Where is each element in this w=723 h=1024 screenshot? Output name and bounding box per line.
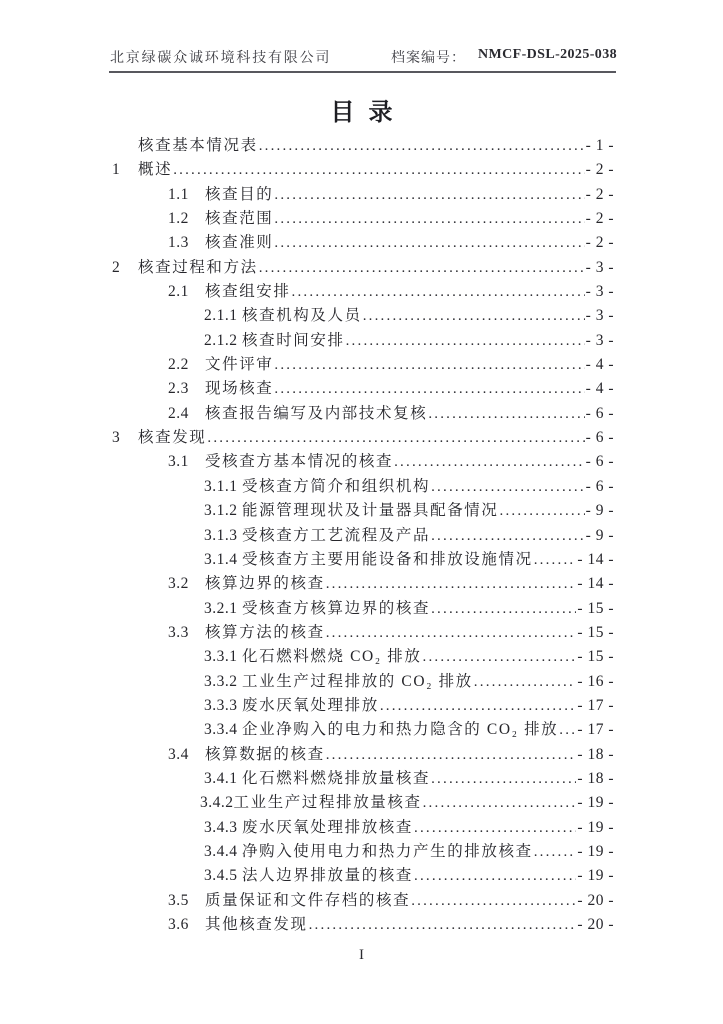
toc-entry-number: 2.1.2 [204,331,238,349]
toc-dot-leader [414,819,576,837]
toc-row [112,693,614,717]
toc-row [112,206,614,230]
toc-entry-number: 2 [112,258,121,276]
toc-dot-leader [326,575,577,593]
toc-entry-number: 3.4.5 [204,867,238,885]
toc-page-number: - 3 - [585,258,614,276]
toc-entry-number: 2.3 [168,380,189,398]
toc-page-number: - 18 - [577,769,614,787]
toc-entry-number: 3.4.2 [200,794,234,812]
toc-entry-number: 3.3.1 [204,648,238,666]
toc-entry-title: 受核查方简介和组织机构 [242,477,431,495]
toc-entry-title: 核查报告编写及内部技术复核 [205,404,428,422]
toc-entry-number: 2.4 [168,404,189,422]
toc-entry-title: 法人边界排放量的核查 [242,867,414,885]
toc-entry-title: 核查过程和方法 [138,258,258,276]
toc-entry-title: 受核查方基本情况的核查 [205,453,394,471]
toc-row [112,230,614,254]
toc-page-number: - 19 - [577,842,614,860]
archive-number-value: NMCF-DSL-2025-038 [477,47,617,62]
toc-dot-leader [274,380,584,398]
toc-dot-leader [559,721,576,739]
toc-entry-number: 3.2 [168,575,189,593]
toc-page-number: - 1 - [585,137,614,154]
toc-dot-leader [363,307,585,325]
toc-row [112,157,614,181]
toc-row [112,352,614,376]
toc-page-number: - 9 - [585,526,614,544]
toc-entry-number: 1.2 [168,210,189,228]
toc-page-number: - 16 - [577,672,614,690]
toc-dot-leader [380,697,577,715]
toc-entry-number: 3.4 [168,745,189,763]
toc-dot-leader [346,332,585,350]
toc-page-number: - 14 - [577,550,614,568]
toc-entry-title: 核查机构及人员 [242,307,362,325]
toc-entry-title: 受核查方工艺流程及产品 [242,526,431,544]
toc-row [112,888,614,912]
toc-entry-number: 1 [112,161,121,179]
toc-entry-number: 3.4.4 [204,842,238,860]
toc-page-number: - 15 - [577,648,614,666]
page-header [110,47,617,74]
toc-row [112,328,614,352]
toc-page-number: - 9 - [585,502,614,520]
toc-page-number: - 17 - [577,721,614,739]
toc-entry-title: 核查发现 [138,429,207,447]
toc-entry-title: 核查基本情况表 [138,137,258,154]
toc-row [112,644,614,668]
toc-page-number: - 2 - [585,161,614,179]
toc-dot-leader [423,648,577,666]
toc-page-number: - 6 - [585,477,614,495]
toc-page-number: - 19 - [577,794,614,812]
toc-row [112,547,614,571]
toc-entry-number: 2.1.1 [204,307,238,325]
toc-entry-title: 化石燃料燃烧 CO₂ 排放 [242,648,422,666]
toc-entry-title: 净购入使用电力和热力产生的排放核查 [242,842,533,860]
toc-entry-title: 现场核查 [205,380,274,398]
toc-page-number: - 2 - [585,210,614,228]
toc-row [112,742,614,766]
toc-page-number: - 15 - [577,623,614,641]
toc-entry-number: 3.1.4 [204,550,238,568]
toc-dot-leader [500,502,585,520]
toc-entry-number: 3.1.3 [204,526,238,544]
toc-row [112,449,614,473]
toc-row [112,571,614,595]
toc-page-number: - 6 - [585,404,614,422]
toc-entry-title: 核查组安排 [205,283,291,301]
toc-entry-number: 3 [112,429,121,447]
toc-entry-number: 3.4.1 [204,769,238,787]
toc-row [112,401,614,425]
toc-row [112,839,614,863]
toc-entry-number: 3.3.3 [204,696,238,714]
toc-entry-number: 3.1.2 [204,502,238,520]
toc-dot-leader [274,210,584,228]
toc-row [112,790,614,814]
archive-number-group [391,47,617,67]
toc-entry-title: 核查目的 [205,185,274,203]
toc-entry-number: 3.3 [168,623,189,641]
toc-dot-leader [431,527,585,545]
page-title: 目录 [330,100,407,126]
toc-dot-leader [423,794,577,812]
toc-dot-leader [207,429,584,447]
toc-dot-leader [259,259,585,277]
toc-row [112,523,614,547]
toc-dot-leader [414,867,576,885]
toc-row [112,425,614,449]
toc-entry-title: 质量保证和文件存档的核查 [205,891,411,909]
toc-page-number: - 20 - [577,916,614,933]
toc-page-number: - 19 - [577,867,614,885]
toc-entry-number: 3.1 [168,453,189,471]
toc-page-number: - 2 - [585,185,614,203]
toc-dot-leader [431,600,576,618]
toc-row [112,912,614,936]
toc-dot-leader [326,624,577,642]
toc-page-number: - 2 - [585,234,614,252]
toc-dot-leader [428,405,584,423]
toc-page-number: - 3 - [585,307,614,325]
toc-dot-leader [274,234,584,252]
toc-dot-leader [259,137,585,155]
toc-row [112,669,614,693]
toc-entry-title: 核算方法的核查 [205,623,325,641]
toc-dot-leader [534,551,577,569]
toc-dot-leader [274,186,584,204]
toc-page-number: - 6 - [585,429,614,447]
toc-row [112,303,614,327]
toc-entry-number: 3.1.1 [204,477,238,495]
toc-page-number: - 19 - [577,818,614,836]
toc-entry-title: 文件评审 [205,356,274,374]
toc-list [112,133,614,936]
toc-row [112,766,614,790]
toc-dot-leader [394,453,585,471]
toc-row [112,863,614,887]
toc-page-number: - 15 - [577,599,614,617]
toc-page-number: - 3 - [585,331,614,349]
toc-page-number: - 18 - [577,745,614,763]
toc-entry-title: 废水厌氧处理排放核查 [242,818,414,836]
toc-entry-title: 能源管理现状及计量器具配备情况 [242,502,499,520]
toc-dot-leader [274,356,584,374]
toc-entry-title: 工业生产过程排放量核查 [233,794,422,812]
toc-entry-title: 废水厌氧处理排放 [242,696,379,714]
toc-row [112,376,614,400]
toc-row [112,717,614,741]
toc-entry-title: 化石燃料燃烧排放量核查 [242,769,431,787]
toc-dot-leader [411,892,576,910]
toc-dot-leader [326,746,577,764]
toc-row [112,279,614,303]
toc-entry-title: 核算边界的核查 [205,575,325,593]
toc-page-number: - 4 - [585,356,614,374]
toc-entry-title: 核查准则 [205,234,274,252]
toc-dot-leader [173,161,584,179]
toc-entry-number: 2.1 [168,283,189,301]
toc-dot-leader [431,770,576,788]
toc-page-number: - 6 - [585,453,614,471]
toc-entry-number: 2.2 [168,356,189,374]
toc-entry-title: 概述 [138,161,173,179]
toc-entry-number: 3.6 [168,916,189,933]
toc-row [112,815,614,839]
toc-dot-leader [474,673,577,691]
header-divider [109,71,616,73]
toc-page-number: - 17 - [577,696,614,714]
toc-row [112,182,614,206]
toc-row [112,498,614,522]
toc-row [112,620,614,644]
toc-entry-number: 3.4.3 [204,818,238,836]
toc-entry-title: 核算数据的核查 [205,745,325,763]
toc-page-number: - 4 - [585,380,614,398]
toc-dot-leader [309,916,577,934]
toc-row [112,596,614,620]
toc-entry-title: 核查时间安排 [242,331,345,349]
toc-entry-title: 核查范围 [205,210,274,228]
toc-entry-title: 其他核查发现 [205,916,308,933]
toc-entry-number: 3.2.1 [204,599,238,617]
toc-page-number: - 20 - [577,891,614,909]
toc-entry-number: 3.3.2 [204,672,238,690]
toc-page-number: - 14 - [577,575,614,593]
toc-entry-title: 企业净购入的电力和热力隐含的 CO₂ 排放 [242,721,559,739]
toc-entry-number: 3.5 [168,891,189,909]
toc-row [112,133,614,157]
toc-dot-leader [534,843,577,861]
toc-entry-title: 受核查方主要用能设备和排放设施情况 [242,550,533,568]
toc-entry-title: 工业生产过程排放的 CO₂ 排放 [242,672,473,690]
toc-entry-number: 1.3 [168,234,189,252]
toc-dot-leader [431,478,585,496]
toc-entry-title: 受核查方核算边界的核查 [242,599,431,617]
toc-page-number: - 3 - [585,283,614,301]
toc-row [112,255,614,279]
toc-entry-number: 1.1 [168,185,189,203]
toc-dot-leader [292,283,585,301]
toc-row [112,474,614,498]
archive-number-label: 档案编号： [390,51,466,66]
footer-page-number: I [359,947,364,963]
toc-entry-number: 3.3.4 [204,721,238,739]
company-name: 北京绿碳众诚环境科技有限公司 [110,51,332,66]
